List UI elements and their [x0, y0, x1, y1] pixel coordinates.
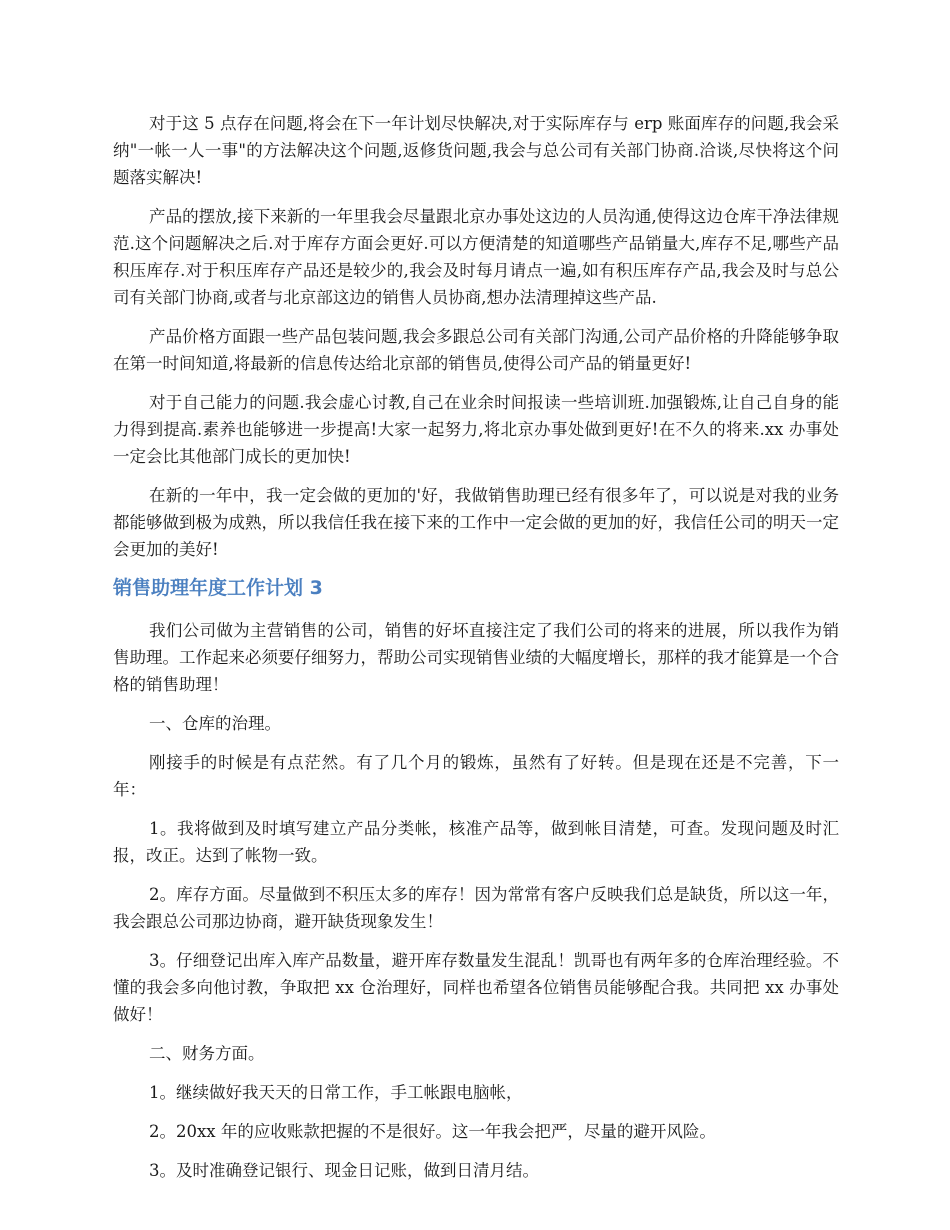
paragraph: 二、财务方面。: [149, 1044, 265, 1063]
paragraph: 对于这 5 点存在问题,将会在下一年计划尽快解决,对于实际库存与 erp 账面库存的问题,我会采纳"一帐一人一事"的方法解决这个问题,返修货问题,我会与总公司有关部门协商.洽谈,尽快将这个问题落实解决!: [113, 114, 839, 187]
paragraph: 3。及时准确登记银行、现金日记账，做到日清月结。: [149, 1161, 539, 1180]
paragraph: 一、仓库的治理。: [149, 714, 281, 733]
section-heading: 销售助理年度工作计划 3: [113, 577, 323, 599]
paragraph: 3。仔细登记出库入库产品数量，避开库存数量发生混乱！凯哥也有两年多的仓库治理经验。不懂的我会多向他讨教，争取把 xx 仓治理好，同样也希望各位销售员能够配合我。共同把 xx 办事处做好！: [113, 951, 839, 1024]
paragraph: 产品的摆放,接下来新的一年里我会尽量跟北京办事处这边的人员沟通,使得这边仓库干净法律规范.这个问题解决之后.对于库存方面会更好.可以方便清楚的知道哪些产品销量大,库存不足,哪些产品积压库存.对于积压库存产品还是较少的,我会及时每月请点一遍,如有积压库存产品,我会及时与总公司有关部门协商,或者与北京部这边的销售人员协商,想办法清理掉这些产品.: [113, 207, 839, 307]
document-page: [113, 110, 839, 1196]
paragraph: 2。20xx 年的应收账款把握的不是很好。这一年我会把严，尽量的避开风险。: [149, 1122, 716, 1141]
paragraph: 在新的一年中，我一定会做的更加的'好，我做销售助理已经有很多年了，可以说是对我的业务都能够做到极为成熟，所以我信任我在接下来的工作中一定会做的更加的好，我信任公司的明天一定会更加的美好!: [113, 486, 839, 559]
paragraph: 1。我将做到及时填写建立产品分类帐，核准产品等，做到帐目清楚，可查。发现问题及时汇报，改正。达到了帐物一致。: [113, 819, 839, 865]
paragraph: 我们公司做为主营销售的公司，销售的好坏直接注定了我们公司的将来的进展，所以我作为销售助理。工作起来必须要仔细努力，帮助公司实现销售业绩的大幅度增长，那样的我才能算是一个合格的销售助理！: [113, 621, 839, 694]
paragraph: 刚接手的时候是有点茫然。有了几个月的锻炼，虽然有了好转。但是现在还是不完善，下一年：: [113, 753, 839, 799]
paragraph: 1。继续做好我天天的日常工作，手工帐跟电脑帐，: [149, 1083, 523, 1102]
paragraph: 产品价格方面跟一些产品包装问题,我会多跟总公司有关部门沟通,公司产品价格的升降能够争取在第一时间知道,将最新的信息传达给北京部的销售员,使得公司产品的销量更好!: [113, 327, 839, 373]
paragraph: 2。库存方面。尽量做到不积压太多的库存！因为常常有客户反映我们总是缺货，所以这一年，我会跟总公司那边协商，避开缺货现象发生！: [113, 885, 839, 931]
paragraph: 对于自己能力的问题.我会虚心讨教,自己在业余时间报读一些培训班.加强锻炼,让自己自身的能力得到提高.素养也能够进一步提高!大家一起努力,将北京办事处做到更好!在不久的将来.xx 办事处一定会比其他部门成长的更加快!: [113, 393, 839, 466]
